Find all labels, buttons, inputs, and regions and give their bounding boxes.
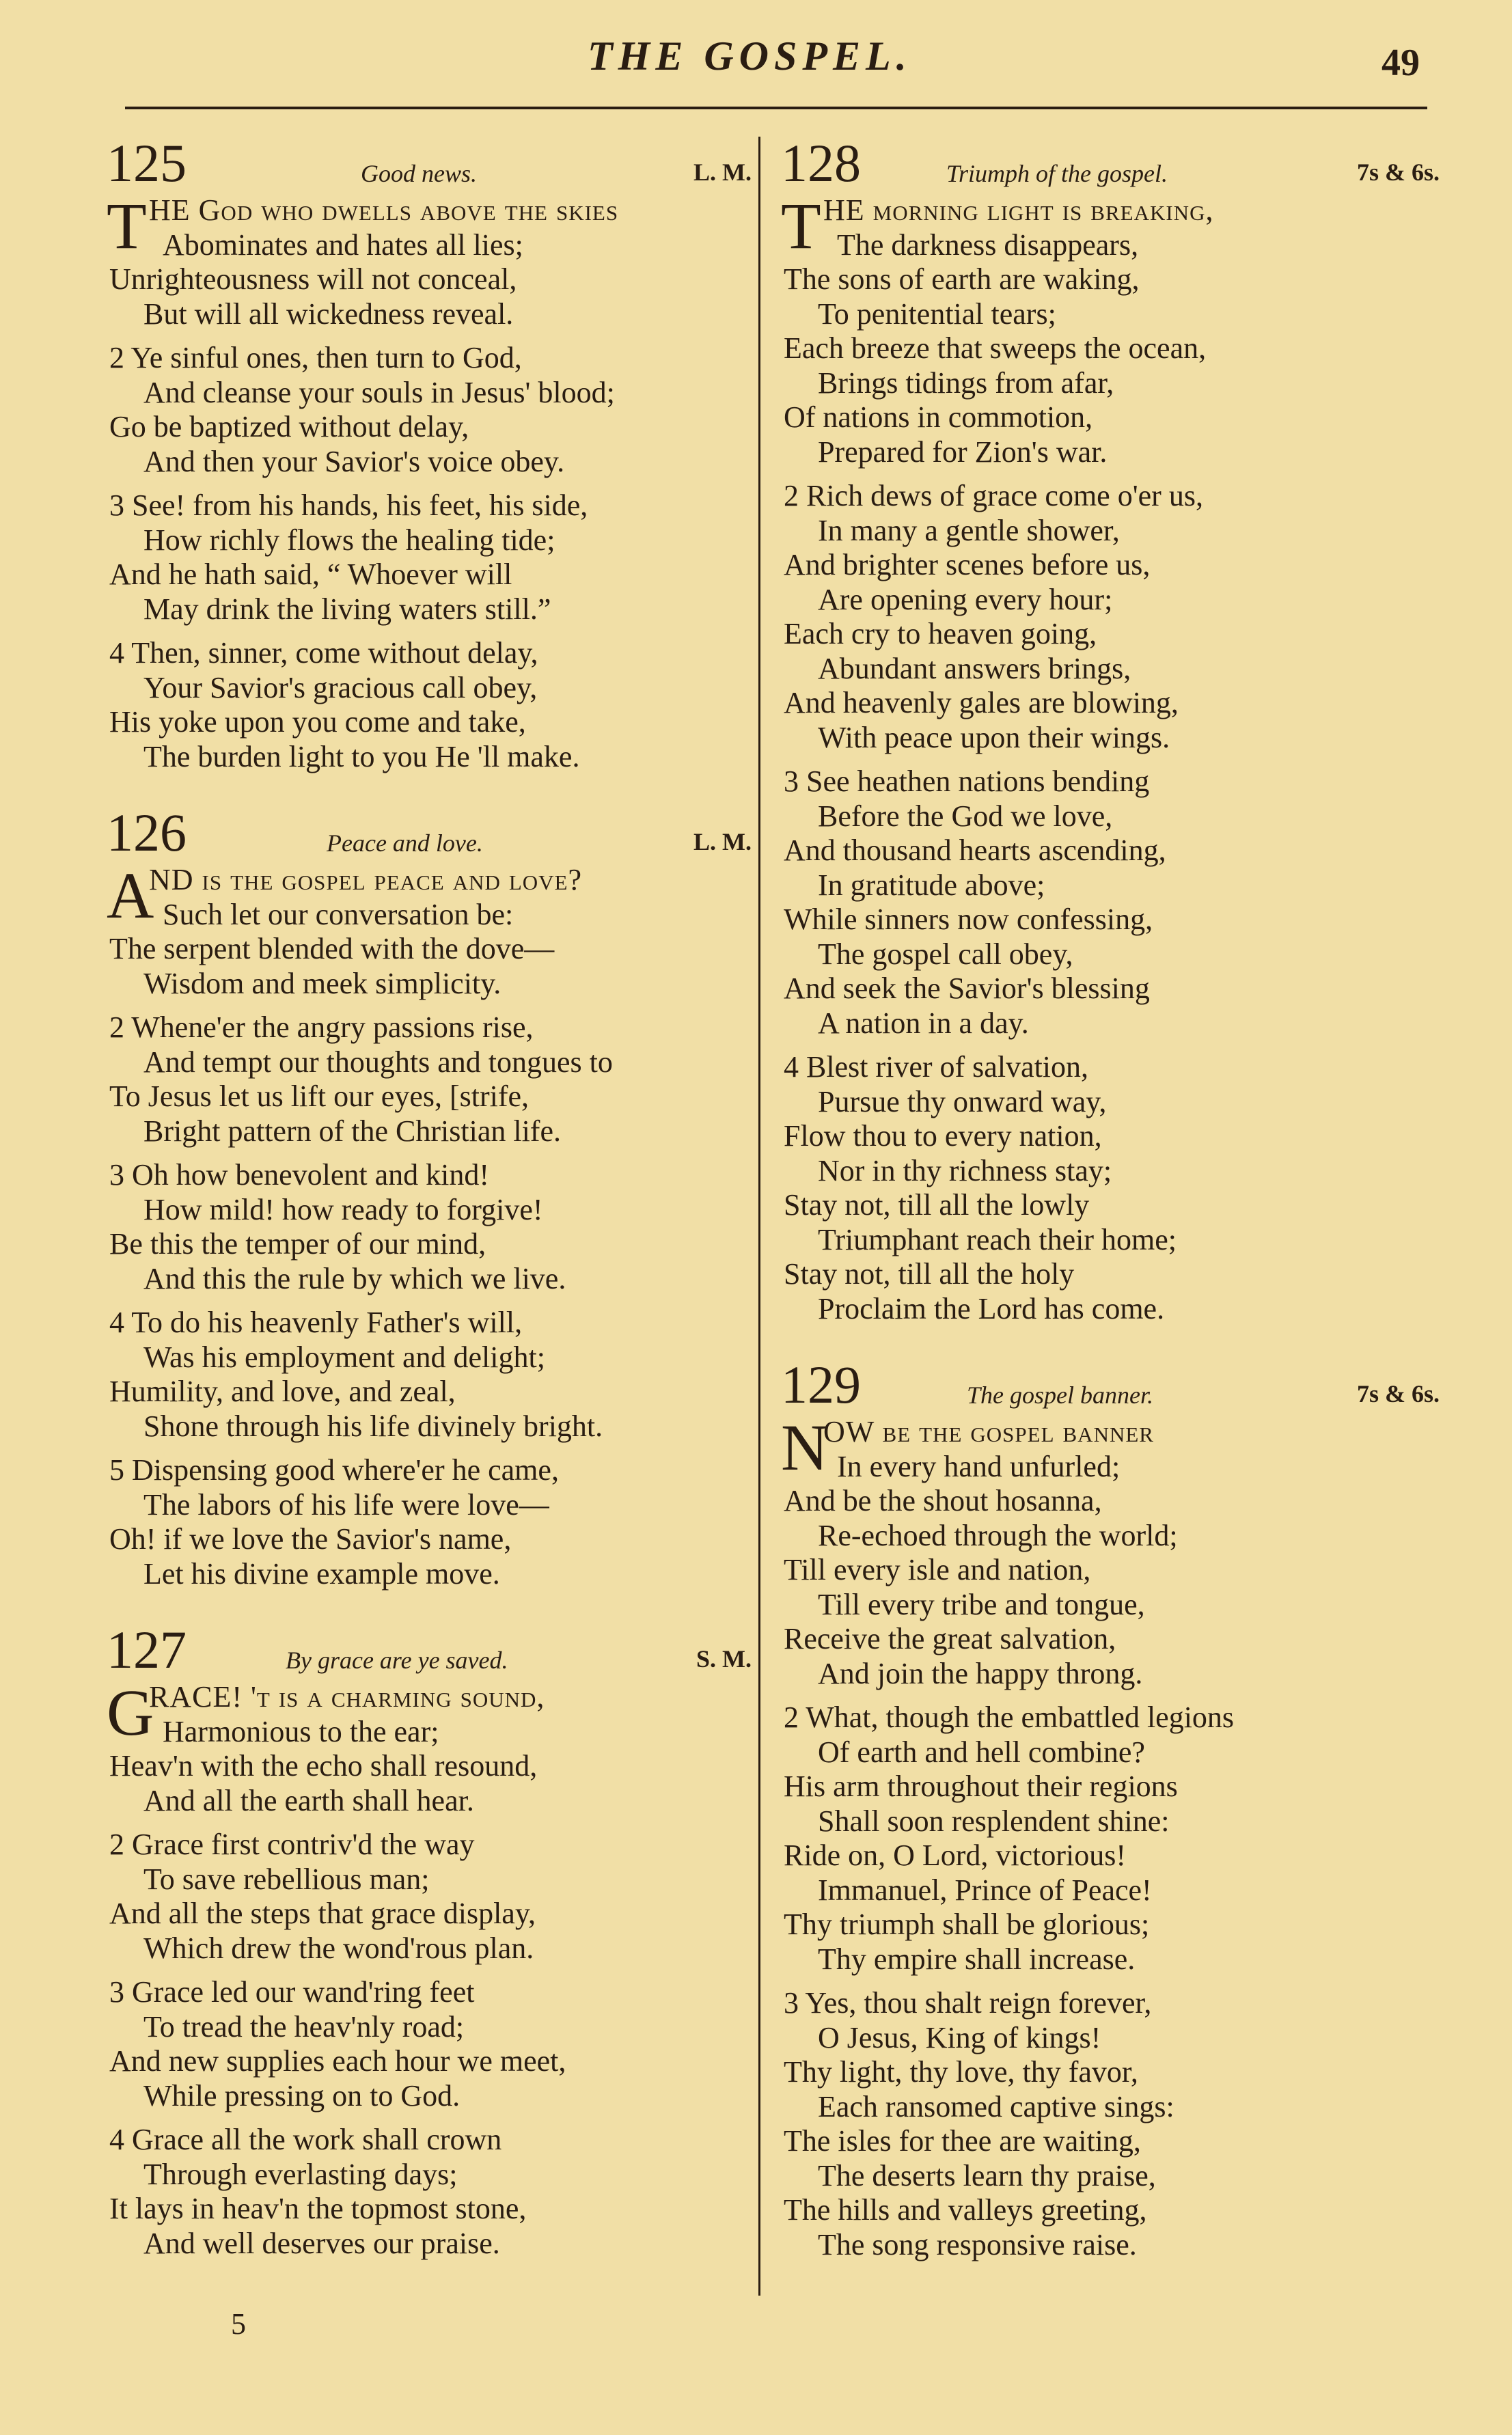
hymn-meter: 7s & 6s. bbox=[1356, 1380, 1440, 1407]
hymn-verse bbox=[775, 189, 1445, 469]
verse-line: Stay not, till all the lowly bbox=[784, 1188, 1090, 1222]
verse-line: Ride on, O Lord, victorious! bbox=[784, 1839, 1127, 1872]
hymn-subject: The gospel banner. bbox=[967, 1381, 1153, 1409]
verse-line: And he hath said, “ Whoever will bbox=[109, 558, 512, 591]
verse-line: And all the steps that grace display, bbox=[109, 1897, 536, 1930]
hymn-verse bbox=[101, 1975, 757, 2113]
verse-line: 4 Blest river of salvation, bbox=[784, 1050, 1089, 1084]
drop-capital: A bbox=[107, 859, 154, 932]
verse-line: HE morning light is breaking, bbox=[823, 193, 1214, 227]
drop-capital: T bbox=[107, 189, 147, 262]
verse-line: And new supplies each hour we meet, bbox=[109, 2044, 566, 2078]
drop-capital: G bbox=[107, 1676, 154, 1749]
hymn-verse bbox=[775, 1701, 1445, 1977]
verse-line: Of nations in commotion, bbox=[784, 400, 1093, 434]
hymn-verse bbox=[775, 765, 1445, 1041]
verse-line: Nor in thy richness stay; bbox=[818, 1153, 1112, 1187]
drop-capital: T bbox=[781, 189, 821, 262]
verse-line: 3 Yes, thou shalt reign forever, bbox=[784, 1986, 1152, 2020]
verse-line: 5 Dispensing good where'er he came, bbox=[109, 1453, 559, 1487]
verse-line: Brings tidings from afar, bbox=[818, 366, 1114, 400]
hymn-verse bbox=[101, 1828, 757, 1966]
hymn-heading bbox=[101, 1620, 757, 1680]
hymn-127 bbox=[101, 1620, 757, 2261]
verse-line: And be the shout hosanna, bbox=[784, 1484, 1102, 1517]
verse-line: The sons of earth are waking, bbox=[784, 262, 1140, 296]
verse-line: Oh! if we love the Savior's name, bbox=[109, 1522, 512, 1556]
verse-line: In every hand unfurled; bbox=[837, 1449, 1121, 1483]
hymn-verse bbox=[101, 2123, 757, 2261]
drop-capital: N bbox=[781, 1411, 829, 1484]
hymn-subject: Triumph of the gospel. bbox=[946, 160, 1168, 187]
hymn-heading bbox=[101, 803, 757, 863]
verse-line: 3 Grace led our wand'ring feet bbox=[109, 1975, 475, 2009]
verse-line: But will all wickedness reveal. bbox=[143, 297, 514, 331]
verse-line: Stay not, till all the holy bbox=[784, 1257, 1075, 1291]
verse-line: To tread the heav'nly road; bbox=[143, 2009, 465, 2044]
verse-line: Flow thou to every nation, bbox=[784, 1119, 1102, 1153]
verse-line: While sinners now confessing, bbox=[784, 903, 1153, 936]
hymn-meter: 7s & 6s. bbox=[1356, 159, 1440, 186]
verse-line: Triumphant reach their home; bbox=[818, 1222, 1177, 1256]
hymn-verse bbox=[101, 341, 757, 479]
verse-line: The song responsive raise. bbox=[818, 2227, 1137, 2261]
verse-line: His arm throughout their regions bbox=[784, 1770, 1178, 1803]
verse-line: And well deserves our praise. bbox=[143, 2226, 500, 2260]
verse-line: And cleanse your souls in Jesus' blood; bbox=[143, 375, 615, 409]
signature-mark: 5 bbox=[231, 2307, 246, 2341]
verse-line: 4 Then, sinner, come without delay, bbox=[109, 636, 538, 670]
verse-line: 2 Ye sinful ones, then turn to God, bbox=[109, 341, 522, 374]
hymn-subject: Peace and love. bbox=[327, 829, 483, 857]
verse-line: The darkness disappears, bbox=[837, 228, 1139, 262]
verse-line: HE God who dwells above the skies bbox=[149, 193, 619, 227]
verse-line: Till every isle and nation, bbox=[784, 1553, 1091, 1586]
hymn-subject: Good news. bbox=[361, 160, 477, 187]
verse-line: Abominates and hates all lies; bbox=[163, 228, 523, 262]
header-rule bbox=[125, 107, 1427, 109]
verse-line: Such let our conversation be: bbox=[163, 897, 514, 931]
verse-line: Unrighteousness will not conceal, bbox=[109, 262, 517, 296]
hymn-meter: L. M. bbox=[693, 159, 752, 186]
verse-line: Be this the temper of our mind, bbox=[109, 1227, 486, 1261]
hymn-number: 127 bbox=[107, 1620, 187, 1679]
verse-line: And heavenly gales are blowing, bbox=[784, 686, 1179, 719]
verse-line: His yoke upon you come and take, bbox=[109, 705, 526, 739]
verse-line: And join the happy throng. bbox=[818, 1656, 1143, 1690]
verse-line: Prepared for Zion's war. bbox=[818, 435, 1108, 469]
hymn-heading bbox=[775, 133, 1445, 193]
verse-line: Before the God we love, bbox=[818, 799, 1113, 833]
verse-line: 2 Rich dews of grace come o'er us, bbox=[784, 479, 1203, 512]
verse-line: The gospel call obey, bbox=[818, 937, 1073, 971]
verse-line: And all the earth shall hear. bbox=[143, 1783, 474, 1817]
verse-line: It lays in heav'n the topmost stone, bbox=[109, 2192, 527, 2225]
verse-line: And tempt our thoughts and tongues to bbox=[143, 1045, 613, 1079]
hymn-verse bbox=[101, 1010, 757, 1148]
verse-line: To Jesus let us lift our eyes, [strife, bbox=[109, 1079, 530, 1113]
verse-line: Thy triumph shall be glorious; bbox=[784, 1908, 1150, 1941]
hymn-verse bbox=[101, 489, 757, 627]
verse-line: Go be baptized without delay, bbox=[109, 410, 469, 443]
verse-line: RACE! 't is a charming sound, bbox=[149, 1680, 545, 1714]
verse-line: Heav'n with the echo shall resound, bbox=[109, 1749, 538, 1783]
verse-line: Wisdom and meek simplicity. bbox=[143, 966, 501, 1000]
verse-line: May drink the living waters still.” bbox=[143, 592, 551, 626]
verse-line: To save rebellious man; bbox=[143, 1862, 430, 1896]
verse-line: And seek the Savior's blessing bbox=[784, 972, 1150, 1005]
hymn-verse bbox=[775, 1050, 1445, 1326]
verse-line: The isles for thee are waiting, bbox=[784, 2124, 1141, 2158]
verse-line: Your Savior's gracious call obey, bbox=[143, 670, 538, 704]
verse-line: The hills and valleys greeting, bbox=[784, 2193, 1147, 2227]
hymn-verse bbox=[101, 859, 757, 1001]
hymn-verse bbox=[101, 1158, 757, 1296]
verse-line: 2 Whene'er the angry passions rise, bbox=[109, 1010, 534, 1044]
left-column bbox=[101, 133, 757, 2289]
verse-line: Shall soon resplendent shine: bbox=[818, 1804, 1170, 1838]
hymn-126 bbox=[101, 803, 757, 1591]
hymn-verse bbox=[101, 1453, 757, 1591]
verse-line: Each ransomed captive sings: bbox=[818, 2089, 1174, 2123]
verse-line: OW be the gospel banner bbox=[823, 1415, 1154, 1448]
verse-line: Humility, and love, and zeal, bbox=[109, 1375, 456, 1408]
verse-line: Receive the great salvation, bbox=[784, 1622, 1116, 1655]
hymn-verse bbox=[101, 1306, 757, 1444]
right-column bbox=[775, 133, 1445, 2291]
verse-line: Thy light, thy love, thy favor, bbox=[784, 2055, 1138, 2089]
hymn-verse bbox=[775, 479, 1445, 755]
verse-line: 2 Grace first contriv'd the way bbox=[109, 1828, 475, 1861]
verse-line: Shone through his life divinely bright. bbox=[143, 1409, 603, 1443]
verse-line: 3 See! from his hands, his feet, his side, bbox=[109, 489, 588, 522]
verse-line: The labors of his life were love— bbox=[143, 1487, 549, 1522]
hymn-verse bbox=[101, 1676, 757, 1818]
verse-line: Proclaim the Lord has come. bbox=[818, 1291, 1165, 1325]
verse-line: Thy empire shall increase. bbox=[818, 1942, 1136, 1976]
verse-line: 4 Grace all the work shall crown bbox=[109, 2123, 502, 2156]
hymn-verse bbox=[101, 189, 757, 331]
verse-line: 4 To do his heavenly Father's will, bbox=[109, 1306, 523, 1339]
hymn-number: 129 bbox=[781, 1355, 861, 1414]
hymn-meter: L. M. bbox=[693, 828, 752, 855]
verse-line: And this the rule by which we live. bbox=[143, 1261, 566, 1295]
hymn-125 bbox=[101, 133, 757, 774]
verse-line: And then your Savior's voice obey. bbox=[143, 444, 565, 478]
verse-line: Each breeze that sweeps the ocean, bbox=[784, 331, 1207, 365]
verse-line: Harmonious to the ear; bbox=[163, 1714, 439, 1748]
verse-line: The serpent blended with the dove— bbox=[109, 932, 555, 965]
verse-line: In gratitude above; bbox=[818, 868, 1045, 902]
running-title: THE GOSPEL. bbox=[588, 33, 912, 79]
verse-line: Which drew the wond'rous plan. bbox=[143, 1931, 534, 1965]
verse-line: While pressing on to God. bbox=[143, 2078, 461, 2113]
verse-line: How mild! how ready to forgive! bbox=[143, 1192, 543, 1226]
hymn-meter: S. M. bbox=[696, 1645, 752, 1673]
verse-line: Bright pattern of the Christian life. bbox=[143, 1114, 561, 1148]
page-number: 49 bbox=[1382, 42, 1420, 84]
verse-line: Was his employment and delight; bbox=[143, 1340, 545, 1374]
verse-line: How richly flows the healing tide; bbox=[143, 523, 555, 557]
verse-line: Abundant answers brings, bbox=[818, 651, 1131, 685]
verse-line: In many a gentle shower, bbox=[818, 513, 1120, 547]
hymn-129 bbox=[775, 1355, 1445, 2262]
verse-line: Till every tribe and tongue, bbox=[818, 1587, 1145, 1621]
verse-line: The burden light to you He 'll make. bbox=[143, 739, 580, 773]
verse-line: Through everlasting days; bbox=[143, 2157, 458, 2191]
verse-line: O Jesus, King of kings! bbox=[818, 2020, 1101, 2054]
verse-line: Each cry to heaven going, bbox=[784, 617, 1097, 650]
verse-line: And thousand hearts ascending, bbox=[784, 834, 1166, 867]
verse-line: ND is the gospel peace and love? bbox=[149, 863, 583, 896]
verse-line: To penitential tears; bbox=[818, 297, 1056, 331]
verse-line: 2 What, though the embattled legions bbox=[784, 1701, 1235, 1734]
hymn-verse bbox=[775, 1986, 1445, 2262]
hymn-verse bbox=[101, 636, 757, 774]
verse-line: The deserts learn thy praise, bbox=[818, 2158, 1156, 2192]
hymn-128 bbox=[775, 133, 1445, 1326]
hymn-number: 125 bbox=[107, 133, 187, 193]
verse-line: 3 See heathen nations bending bbox=[784, 765, 1150, 798]
column-divider bbox=[758, 137, 760, 2296]
verse-line: And brighter scenes before us, bbox=[784, 548, 1151, 581]
verse-line: Re-echoed through the world; bbox=[818, 1518, 1178, 1552]
verse-line: A nation in a day. bbox=[818, 1006, 1029, 1040]
verse-line: With peace upon their wings. bbox=[818, 720, 1170, 754]
hymn-heading bbox=[775, 1355, 1445, 1415]
verse-line: Immanuel, Prince of Peace! bbox=[818, 1873, 1152, 1907]
hymn-number: 128 bbox=[781, 133, 861, 193]
hymn-number: 126 bbox=[107, 803, 187, 862]
verse-line: Of earth and hell combine? bbox=[818, 1735, 1145, 1769]
hymn-verse bbox=[775, 1411, 1445, 1691]
verse-line: Pursue thy onward way, bbox=[818, 1084, 1107, 1118]
hymn-heading bbox=[101, 133, 757, 193]
verse-line: 3 Oh how benevolent and kind! bbox=[109, 1158, 489, 1192]
verse-line: Are opening every hour; bbox=[818, 582, 1113, 616]
verse-line: Let his divine example move. bbox=[143, 1556, 500, 1591]
hymn-subject: By grace are ye saved. bbox=[286, 1647, 508, 1674]
